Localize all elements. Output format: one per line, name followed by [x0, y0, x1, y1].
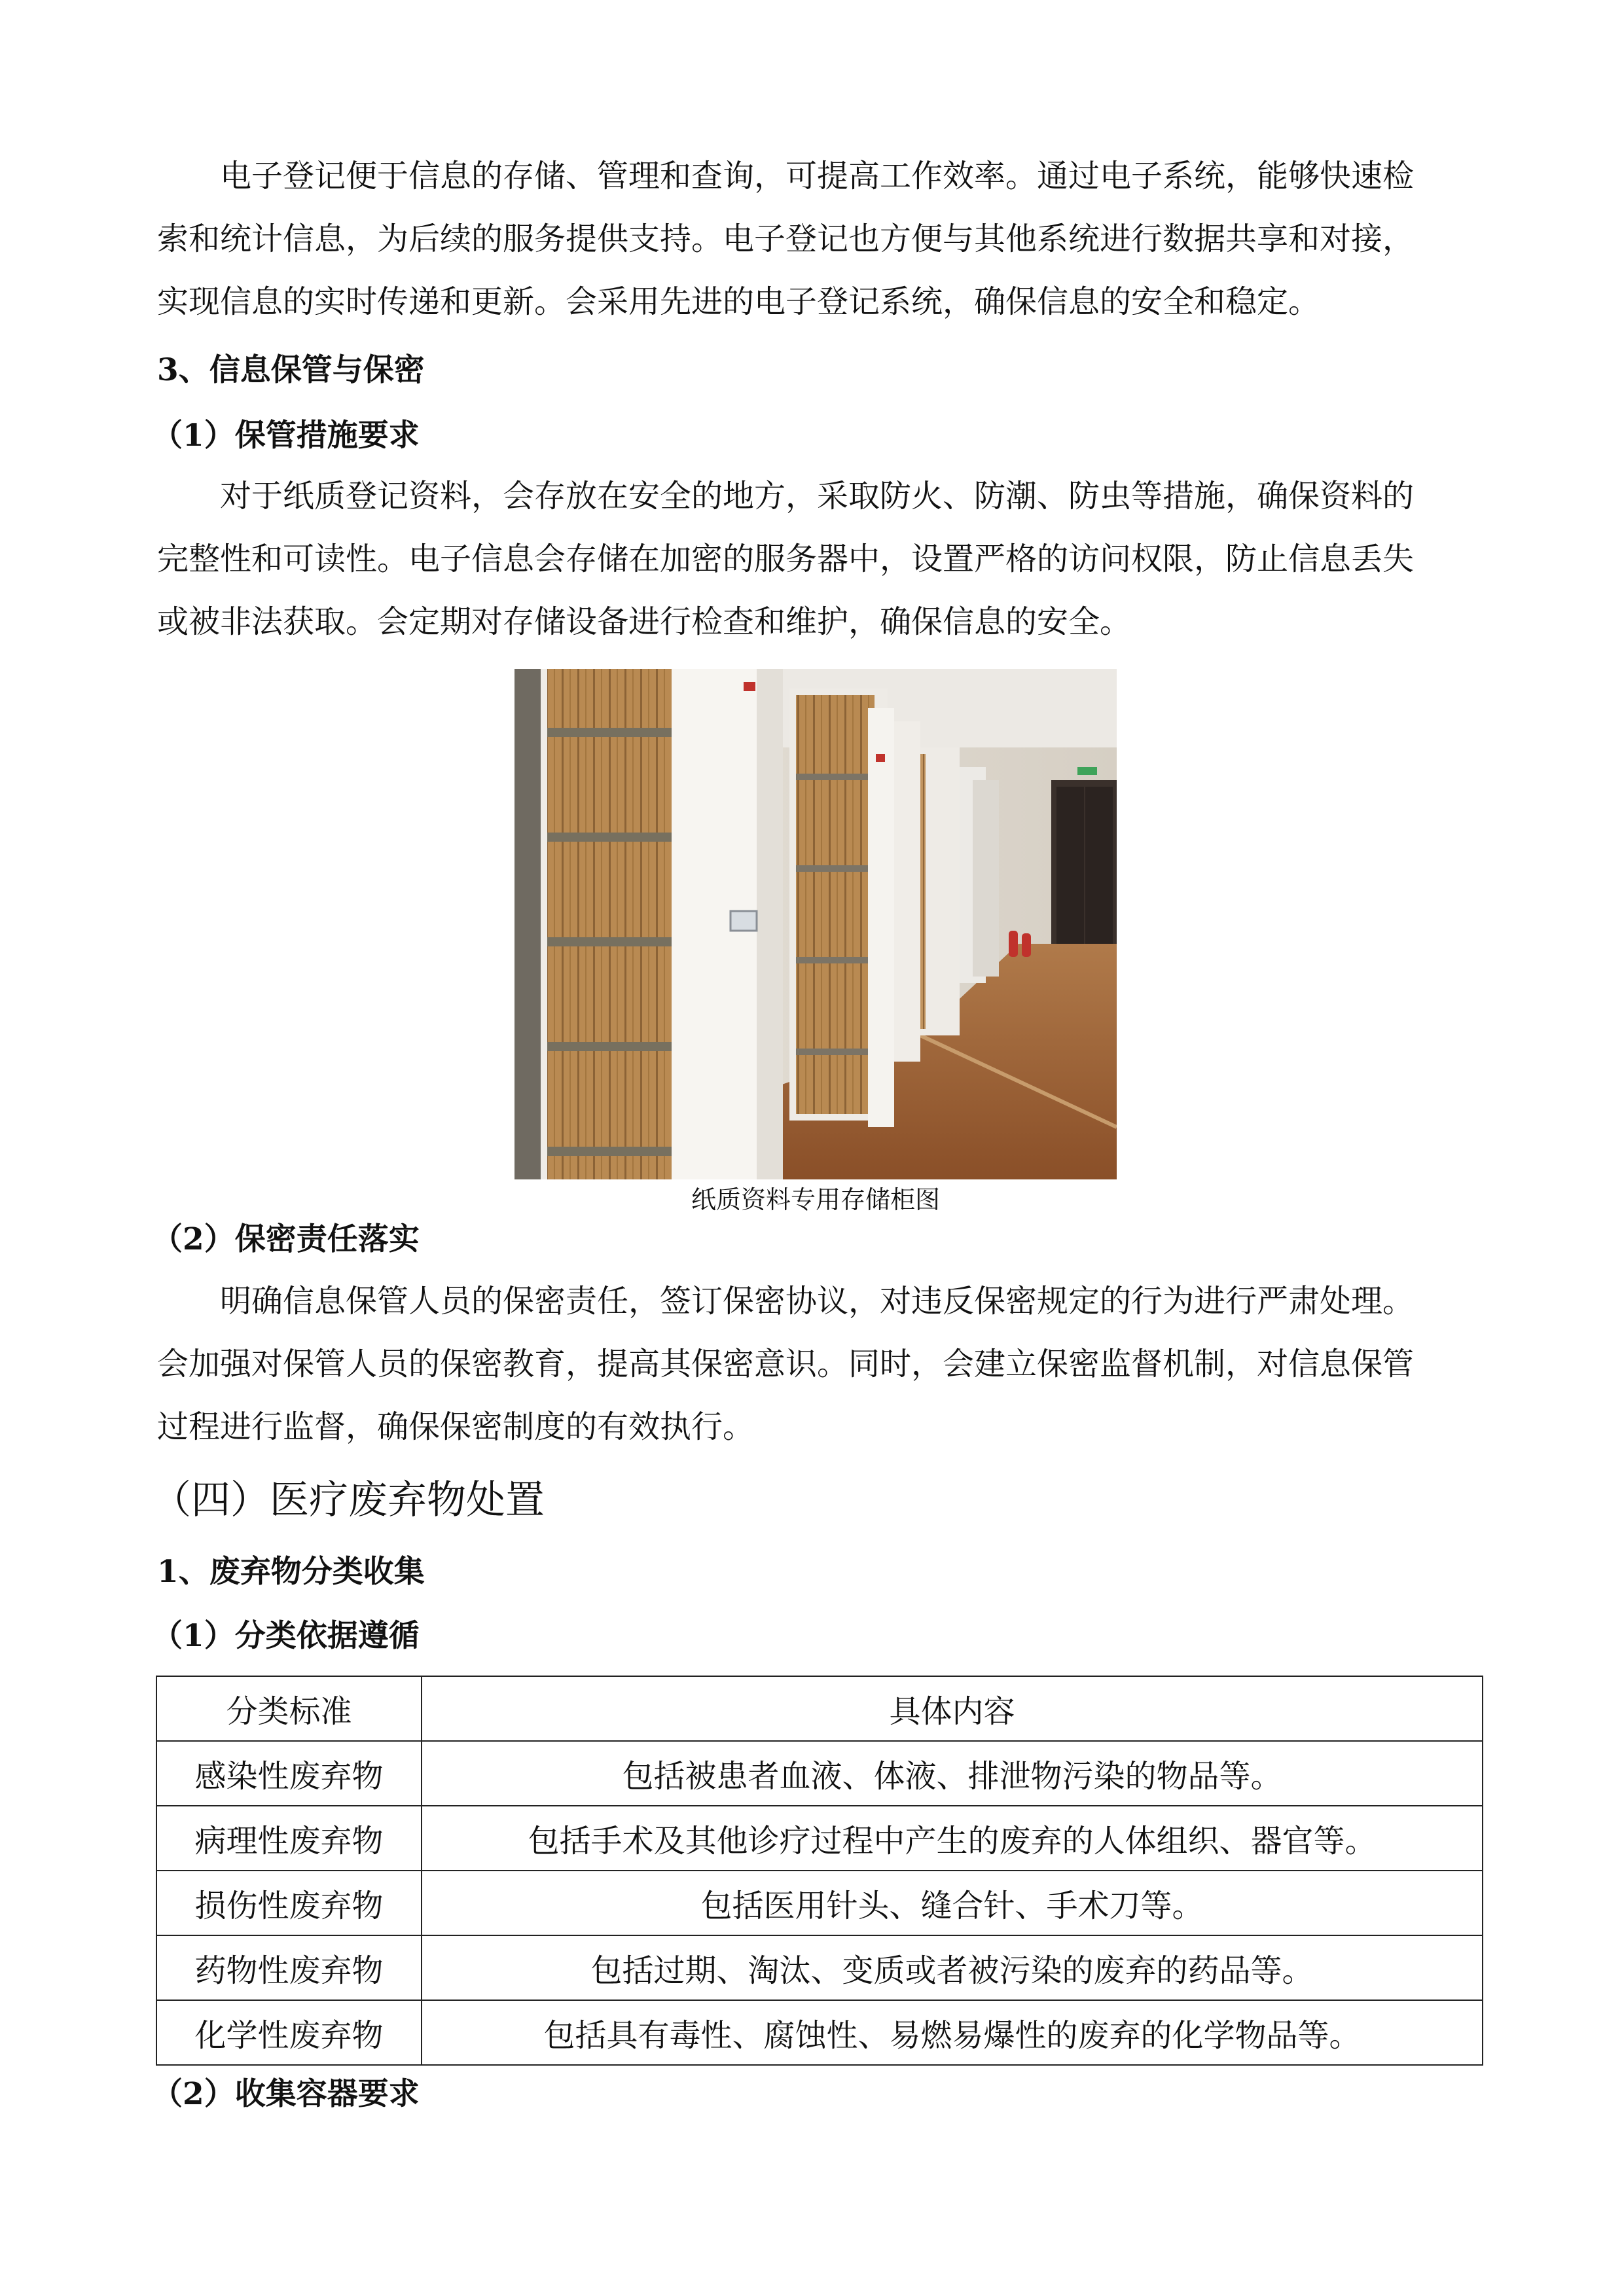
table-cell: 病理性废弃物 — [156, 1806, 422, 1871]
paragraph-secrecy — [157, 1270, 1473, 1458]
paragraph-line: 对于纸质登记资料，会存放在安全的地方，采取防火、防潮、防虫等措施，确保资料的 — [220, 478, 1415, 514]
heading-waste-collection: 1、废弃物分类收集 — [157, 1554, 425, 1590]
paragraph-line: 索和统计信息，为后续的服务提供支持。电子登记也方便与其他系统进行数据共享和对接， — [157, 221, 1415, 257]
heading-info-storage: 3、信息保管与保密 — [157, 352, 425, 388]
table-row — [156, 1741, 1483, 1806]
heading-container-requirements: （2）收集容器要求 — [152, 2076, 420, 2112]
waste-classification-table — [156, 1676, 1483, 2066]
table-cell: 药物性废弃物 — [156, 1935, 422, 2000]
table-row — [156, 1806, 1483, 1871]
table-row — [156, 1935, 1483, 2000]
table-cell: 化学性废弃物 — [156, 2000, 422, 2065]
table-cell: 包括医用针头、缝合针、手术刀等。 — [422, 1871, 1483, 1935]
paragraph-line: 或被非法获取。会定期对存储设备进行检查和维护，确保信息的安全。 — [157, 603, 1132, 640]
table-cell: 包括被患者血液、体液、排泄物污染的物品等。 — [422, 1741, 1483, 1806]
heading-section-4: （四）医疗废弃物处置 — [152, 1477, 545, 1523]
table-cell: 包括过期、淘汰、变质或者被污染的废弃的药品等。 — [422, 1935, 1483, 2000]
table-cell: 包括手术及其他诊疗过程中产生的废弃的人体组织、器官等。 — [422, 1806, 1483, 1871]
table-row — [156, 2000, 1483, 2065]
paragraph-line: 电子登记便于信息的存储、管理和查询，可提高工作效率。通过电子系统，能够快速检 — [220, 158, 1415, 194]
table-cell: 包括具有毒性、腐蚀性、易燃易爆性的废弃的化学物品等。 — [422, 2000, 1483, 2065]
table-row — [156, 1871, 1483, 1935]
paragraph-line: 会加强对保管人员的保密教育，提高其保密意识。同时，会建立保密监督机制，对信息保管 — [157, 1346, 1415, 1382]
heading-storage-requirements: （1）保管措施要求 — [152, 418, 420, 454]
heading-secrecy-responsibility: （2）保密责任落实 — [152, 1221, 420, 1257]
storage-cabinet-photo — [514, 669, 1117, 1179]
table-header-cell: 具体内容 — [422, 1676, 1483, 1741]
heading-classification-basis: （1）分类依据遵循 — [152, 1618, 420, 1654]
table-header-cell: 分类标准 — [156, 1676, 422, 1741]
paragraph-line: 明确信息保管人员的保密责任，签订保密协议，对违反保密规定的行为进行严肃处理。 — [220, 1283, 1415, 1319]
storage-cabinet-illustration — [514, 669, 1117, 1179]
table-cell: 感染性废弃物 — [156, 1741, 422, 1806]
paragraph-storage-measures — [157, 465, 1473, 653]
table-header-row — [156, 1676, 1483, 1741]
figure-caption: 纸质资料专用存储柜图 — [691, 1185, 940, 1214]
paragraph-line: 过程进行监督，确保保密制度的有效执行。 — [157, 1408, 755, 1445]
table-cell: 损伤性废弃物 — [156, 1871, 422, 1935]
paragraph-line: 实现信息的实时传递和更新。会采用先进的电子登记系统，确保信息的安全和稳定。 — [157, 283, 1320, 320]
paragraph-line: 完整性和可读性。电子信息会存储在加密的服务器中，设置严格的访问权限，防止信息丢失 — [157, 541, 1415, 577]
paragraph-electronic-registration — [157, 145, 1473, 333]
